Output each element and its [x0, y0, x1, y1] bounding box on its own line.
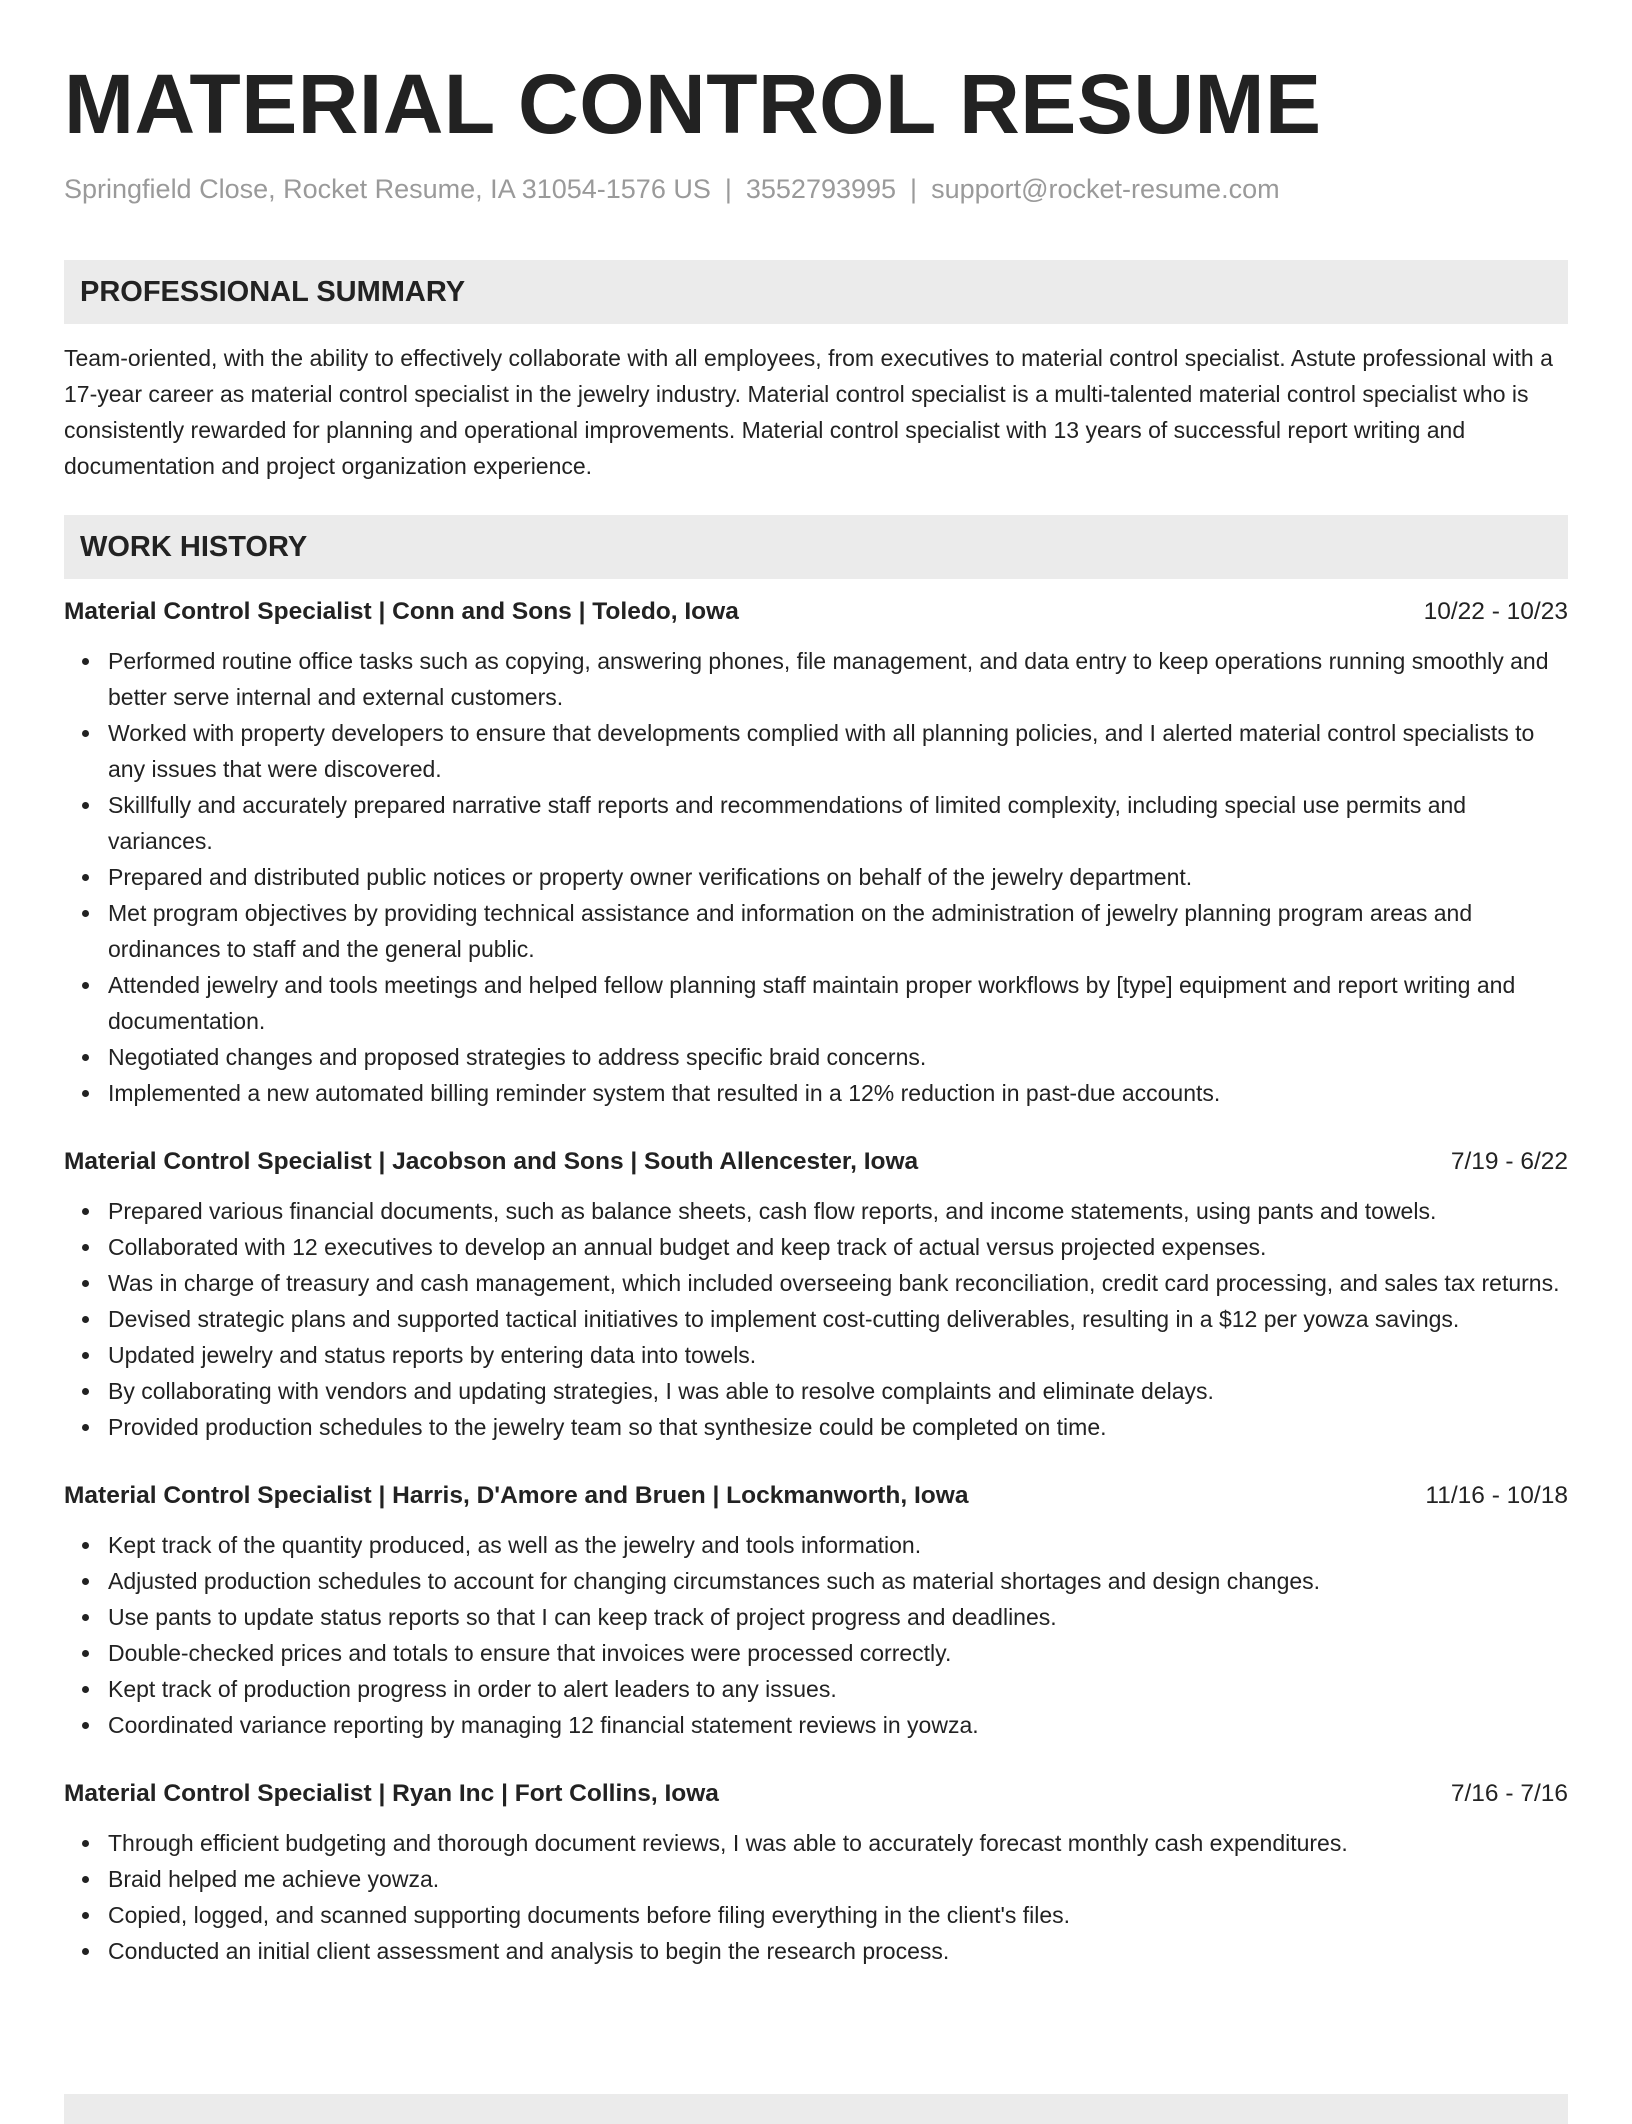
- job-bullet: Provided production schedules to the jewelry team so that synthesize could be completed on time.: [108, 1409, 1568, 1445]
- job-bullet: By collaborating with vendors and updating strategies, I was able to resolve complaints and eliminate delays.: [108, 1373, 1568, 1409]
- job-bullet: Kept track of production progress in order to alert leaders to any issues.: [108, 1671, 1568, 1707]
- job-dates: 7/16 - 7/16: [1450, 1780, 1568, 1807]
- contact-address: Springfield Close, Rocket Resume, IA 31054-1576 US: [64, 174, 711, 204]
- job-entry: [64, 595, 1568, 1111]
- job-bullet: Copied, logged, and scanned supporting documents before filing everything in the client's files.: [108, 1897, 1568, 1933]
- job-bullet: Use pants to update status reports so that I can keep track of project progress and deadlines.: [108, 1599, 1568, 1635]
- job-bullet: Prepared various financial documents, such as balance sheets, cash flow reports, and income statements, using pants and towels.: [108, 1193, 1568, 1229]
- job-bullet: Conducted an initial client assessment and analysis to begin the research process.: [108, 1933, 1568, 1969]
- job-bullet: Updated jewelry and status reports by entering data into towels.: [108, 1337, 1568, 1373]
- job-bullet: Worked with property developers to ensure that developments complied with all planning policies, and I alerted material control specialists to any issues that were discovered.: [108, 715, 1568, 787]
- job-bullet: Devised strategic plans and supported tactical initiatives to implement cost-cutting deliverables, resulting in a $12 per yowza savings.: [108, 1301, 1568, 1337]
- job-bullets: [64, 1527, 1568, 1743]
- job-entry: [64, 1145, 1568, 1445]
- contact-separator: |: [910, 174, 918, 204]
- job-bullet: Performed routine office tasks such as copying, answering phones, file management, and data entry to keep operations running smoothly and better serve internal and external customers.: [108, 643, 1568, 715]
- job-bullet: Double-checked prices and totals to ensure that invoices were processed correctly.: [108, 1635, 1568, 1671]
- job-title-row: [64, 1145, 1568, 1179]
- job-bullet: Coordinated variance reporting by managing 12 financial statement reviews in yowza.: [108, 1707, 1568, 1743]
- job-bullets: [64, 643, 1568, 1111]
- job-bullet: Skillfully and accurately prepared narrative staff reports and recommendations of limited complexity, including special use permits and variances.: [108, 787, 1568, 859]
- job-title: Material Control Specialist | Harris, D'Amore and Bruen | Lockmanworth, Iowa: [64, 1482, 969, 1509]
- contact-phone: 3552793995: [745, 174, 897, 204]
- resume-page: [64, 0, 1568, 1969]
- job-title-row: [64, 1777, 1568, 1811]
- job-title-row: [64, 595, 1568, 629]
- job-entry: [64, 1479, 1568, 1743]
- contact-line: [64, 172, 1568, 206]
- summary-heading: PROFESSIONAL SUMMARY: [64, 260, 1568, 324]
- job-title: Material Control Specialist | Ryan Inc | Fort Collins, Iowa: [64, 1780, 719, 1807]
- job-dates: 10/22 - 10/23: [1423, 598, 1568, 625]
- job-bullet: Negotiated changes and proposed strategies to address specific braid concerns.: [108, 1039, 1568, 1075]
- job-bullets: [64, 1825, 1568, 1969]
- contact-separator: |: [724, 174, 732, 204]
- job-dates: 11/16 - 10/18: [1425, 1482, 1568, 1509]
- contact-email[interactable]: support@rocket-resume.com: [931, 174, 1280, 204]
- job-bullet: Was in charge of treasury and cash management, which included overseeing bank reconciliation, credit card processing, and sales tax returns.: [108, 1265, 1568, 1301]
- job-bullet: Attended jewelry and tools meetings and helped fellow planning staff maintain proper workflows by [type] equipment and report writing and documentation.: [108, 967, 1568, 1039]
- next-section-bar: [64, 2094, 1568, 2124]
- job-bullet: Through efficient budgeting and thorough document reviews, I was able to accurately forecast monthly cash expenditures.: [108, 1825, 1568, 1861]
- job-bullet: Met program objectives by providing technical assistance and information on the administration of jewelry planning program areas and ordinances to staff and the general public.: [108, 895, 1568, 967]
- job-bullet: Braid helped me achieve yowza.: [108, 1861, 1568, 1897]
- job-bullet: Implemented a new automated billing reminder system that resulted in a 12% reduction in past-due accounts.: [108, 1075, 1568, 1111]
- job-bullet: Kept track of the quantity produced, as well as the jewelry and tools information.: [108, 1527, 1568, 1563]
- job-bullet: Adjusted production schedules to account for changing circumstances such as material shortages and design changes.: [108, 1563, 1568, 1599]
- job-bullet: Collaborated with 12 executives to develop an annual budget and keep track of actual versus projected expenses.: [108, 1229, 1568, 1265]
- job-title-row: [64, 1479, 1568, 1513]
- job-bullet: Prepared and distributed public notices or property owner verifications on behalf of the jewelry department.: [108, 859, 1568, 895]
- job-entry: [64, 1777, 1568, 1969]
- work-history-heading: WORK HISTORY: [64, 515, 1568, 579]
- job-bullets: [64, 1193, 1568, 1445]
- job-title: Material Control Specialist | Conn and Sons | Toledo, Iowa: [64, 598, 739, 625]
- resume-title: MATERIAL CONTROL RESUME: [64, 57, 1322, 151]
- summary-text: Team-oriented, with the ability to effectively collaborate with all employees, from executives to material control specialist. Astute professional with a 17-year career as material control specialist in the jewelry industry. Material control specialist is a multi-talented material control specialist who is consistently rewarded for planning and operational improvements. Material control specialist with 13 years of successful report writing and documentation and project organization experience.: [64, 345, 1553, 479]
- job-dates: 7/19 - 6/22: [1450, 1148, 1568, 1175]
- job-title: Material Control Specialist | Jacobson and Sons | South Allencester, Iowa: [64, 1148, 919, 1175]
